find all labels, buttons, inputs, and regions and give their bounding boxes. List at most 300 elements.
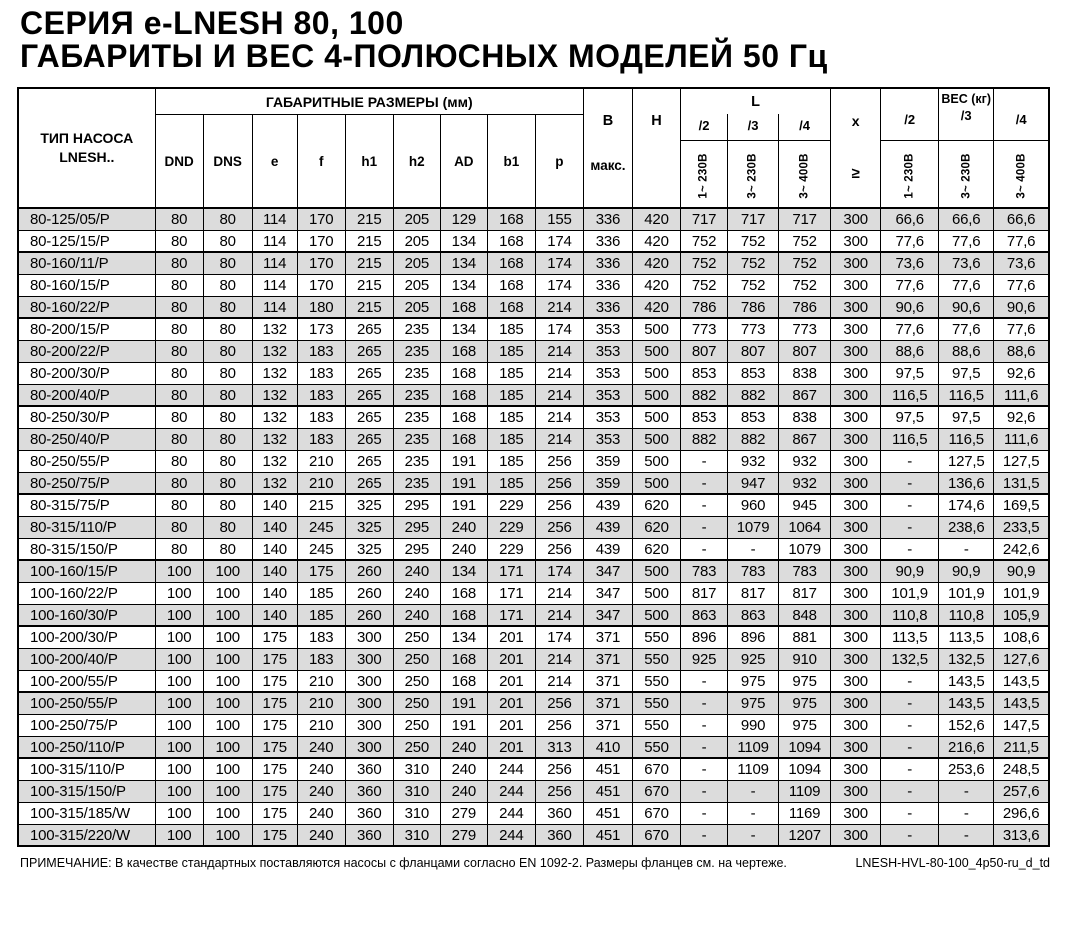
value-cell: 265 <box>345 428 393 450</box>
value-cell: 168 <box>440 362 487 384</box>
value-cell: 185 <box>297 582 345 604</box>
value-cell: 175 <box>252 780 297 802</box>
value-cell: 101,9 <box>994 582 1049 604</box>
value-cell: - <box>881 670 939 692</box>
value-cell: 77,6 <box>939 318 994 340</box>
value-cell: 92,6 <box>994 362 1049 384</box>
value-cell: 80 <box>203 406 252 428</box>
value-cell: 257,6 <box>994 780 1049 802</box>
value-cell: - <box>881 494 939 516</box>
value-cell: 229 <box>487 494 535 516</box>
value-cell: 300 <box>831 516 881 538</box>
value-cell: - <box>681 692 728 714</box>
value-cell: - <box>681 714 728 736</box>
value-cell: 240 <box>440 516 487 538</box>
value-cell: 80 <box>155 318 203 340</box>
pump-type-cell: 100-200/30/P <box>18 626 155 648</box>
value-cell: 310 <box>393 780 440 802</box>
value-cell: 420 <box>632 208 680 230</box>
value-cell: 245 <box>297 516 345 538</box>
value-cell: 752 <box>681 252 728 274</box>
value-cell: 310 <box>393 824 440 846</box>
value-cell: 300 <box>831 428 881 450</box>
value-cell: 174,6 <box>939 494 994 516</box>
pump-type-cell: 100-160/22/P <box>18 582 155 604</box>
value-cell: 214 <box>535 296 583 318</box>
value-cell: 300 <box>345 714 393 736</box>
value-cell: 932 <box>779 472 831 494</box>
value-cell: 300 <box>831 318 881 340</box>
header-col-f: f <box>297 114 345 208</box>
table-row <box>18 758 1049 780</box>
value-cell: 1064 <box>779 516 831 538</box>
value-cell: 336 <box>583 274 632 296</box>
value-cell: 168 <box>440 670 487 692</box>
value-cell: 185 <box>487 318 535 340</box>
value-cell: 1109 <box>779 780 831 802</box>
value-cell: 175 <box>252 692 297 714</box>
pump-type-cell: 80-250/75/P <box>18 472 155 494</box>
value-cell: 244 <box>487 758 535 780</box>
value-cell: 910 <box>779 648 831 670</box>
value-cell: 670 <box>632 824 680 846</box>
value-cell: 100 <box>155 714 203 736</box>
table-row <box>18 736 1049 758</box>
value-cell: 100 <box>203 626 252 648</box>
value-cell: 140 <box>252 604 297 626</box>
value-cell: 143,5 <box>939 692 994 714</box>
value-cell: 77,6 <box>881 274 939 296</box>
pump-type-cell: 100-315/150/P <box>18 780 155 802</box>
value-cell: 817 <box>728 582 779 604</box>
pump-type-cell: 100-200/55/P <box>18 670 155 692</box>
value-cell: 100 <box>203 736 252 758</box>
value-cell: 80 <box>155 296 203 318</box>
value-cell: 256 <box>535 780 583 802</box>
value-cell: 853 <box>681 406 728 428</box>
value-cell: 173 <box>297 318 345 340</box>
value-cell: 100 <box>155 626 203 648</box>
table-row <box>18 670 1049 692</box>
value-cell: 90,6 <box>994 296 1049 318</box>
value-cell: 240 <box>297 780 345 802</box>
value-cell: 214 <box>535 340 583 362</box>
value-cell: 300 <box>831 362 881 384</box>
value-cell: 325 <box>345 494 393 516</box>
table-row <box>18 340 1049 362</box>
value-cell: 183 <box>297 626 345 648</box>
value-cell: 66,6 <box>939 208 994 230</box>
value-cell: 214 <box>535 670 583 692</box>
value-cell: 451 <box>583 780 632 802</box>
value-cell: - <box>728 824 779 846</box>
value-cell: - <box>881 692 939 714</box>
table-body <box>18 208 1049 846</box>
value-cell: 371 <box>583 692 632 714</box>
value-cell: 817 <box>681 582 728 604</box>
value-cell: 233,5 <box>994 516 1049 538</box>
value-cell: 168 <box>440 406 487 428</box>
value-cell: 300 <box>831 296 881 318</box>
value-cell: 111,6 <box>994 428 1049 450</box>
table-row <box>18 582 1049 604</box>
value-cell: 132 <box>252 384 297 406</box>
value-cell: 80 <box>155 230 203 252</box>
value-cell: 205 <box>393 274 440 296</box>
value-cell: 168 <box>487 208 535 230</box>
value-cell: - <box>939 802 994 824</box>
value-cell: 256 <box>535 494 583 516</box>
value-cell: 360 <box>345 780 393 802</box>
value-cell: 113,5 <box>881 626 939 648</box>
value-cell: 256 <box>535 516 583 538</box>
value-cell: 300 <box>831 208 881 230</box>
value-cell: - <box>681 670 728 692</box>
value-cell: 353 <box>583 362 632 384</box>
value-cell: 191 <box>440 472 487 494</box>
value-cell: 171 <box>487 560 535 582</box>
value-cell: 265 <box>345 362 393 384</box>
header-col-dns: DNS <box>203 114 252 208</box>
value-cell: 300 <box>831 626 881 648</box>
value-cell: 300 <box>831 736 881 758</box>
value-cell: 353 <box>583 318 632 340</box>
value-cell: 100 <box>203 714 252 736</box>
value-cell: 210 <box>297 472 345 494</box>
value-cell: 201 <box>487 648 535 670</box>
value-cell: 550 <box>632 714 680 736</box>
value-cell: 80 <box>155 340 203 362</box>
value-cell: 882 <box>681 384 728 406</box>
value-cell: 175 <box>252 758 297 780</box>
value-cell: 990 <box>728 714 779 736</box>
value-cell: 134 <box>440 274 487 296</box>
value-cell: 240 <box>297 758 345 780</box>
value-cell: 175 <box>252 648 297 670</box>
header-col-b1: b1 <box>487 114 535 208</box>
value-cell: 127,6 <box>994 648 1049 670</box>
value-cell: 867 <box>779 428 831 450</box>
value-cell: 100 <box>203 670 252 692</box>
value-cell: 215 <box>345 230 393 252</box>
value-cell: 786 <box>728 296 779 318</box>
value-cell: 975 <box>728 670 779 692</box>
value-cell: 134 <box>440 252 487 274</box>
value-cell: 300 <box>831 604 881 626</box>
value-cell: 170 <box>297 208 345 230</box>
pump-type-cell: 100-315/110/P <box>18 758 155 780</box>
value-cell: 360 <box>345 758 393 780</box>
table-row <box>18 362 1049 384</box>
value-cell: 300 <box>831 670 881 692</box>
value-cell: 550 <box>632 670 680 692</box>
value-cell: 185 <box>487 472 535 494</box>
value-cell: 300 <box>831 692 881 714</box>
value-cell: 1169 <box>779 802 831 824</box>
value-cell: 132 <box>252 340 297 362</box>
value-cell: 265 <box>345 340 393 362</box>
value-cell: 817 <box>779 582 831 604</box>
value-cell: 500 <box>632 318 680 340</box>
value-cell: 240 <box>440 780 487 802</box>
header-l-sub-4: /4 <box>779 114 831 140</box>
value-cell: 500 <box>632 406 680 428</box>
value-cell: - <box>728 780 779 802</box>
header-weight-voltage-1: 1~ 230В <box>881 140 939 208</box>
value-cell: 100 <box>203 648 252 670</box>
value-cell: 300 <box>345 648 393 670</box>
value-cell: 752 <box>779 252 831 274</box>
value-cell: 500 <box>632 472 680 494</box>
table-row <box>18 472 1049 494</box>
value-cell: 235 <box>393 340 440 362</box>
value-cell: 191 <box>440 450 487 472</box>
table-row <box>18 648 1049 670</box>
header-weight-sub-2: /2 <box>881 88 939 140</box>
value-cell: 295 <box>393 494 440 516</box>
value-cell: - <box>681 494 728 516</box>
value-cell: 100 <box>155 560 203 582</box>
value-cell: 210 <box>297 450 345 472</box>
value-cell: 175 <box>252 626 297 648</box>
value-cell: 100 <box>155 736 203 758</box>
value-cell: 97,5 <box>881 362 939 384</box>
value-cell: 932 <box>779 450 831 472</box>
value-cell: - <box>681 824 728 846</box>
value-cell: 313,6 <box>994 824 1049 846</box>
value-cell: 134 <box>440 626 487 648</box>
table-row <box>18 802 1049 824</box>
value-cell: 256 <box>535 450 583 472</box>
value-cell: 451 <box>583 824 632 846</box>
value-cell: - <box>681 736 728 758</box>
value-cell: 175 <box>252 736 297 758</box>
value-cell: 353 <box>583 406 632 428</box>
value-cell: 256 <box>535 692 583 714</box>
pump-type-cell: 100-200/40/P <box>18 648 155 670</box>
value-cell: 260 <box>345 604 393 626</box>
value-cell: 132 <box>252 318 297 340</box>
value-cell: 100 <box>203 582 252 604</box>
value-cell: 66,6 <box>881 208 939 230</box>
value-cell: 773 <box>681 318 728 340</box>
value-cell: - <box>681 450 728 472</box>
value-cell: 896 <box>728 626 779 648</box>
value-cell: 168 <box>487 230 535 252</box>
pump-type-cell: 100-160/30/P <box>18 604 155 626</box>
value-cell: 80 <box>203 538 252 560</box>
value-cell: 670 <box>632 758 680 780</box>
value-cell: 80 <box>203 318 252 340</box>
value-cell: 838 <box>779 406 831 428</box>
value-cell: 451 <box>583 802 632 824</box>
value-cell: 265 <box>345 450 393 472</box>
value-cell: 265 <box>345 472 393 494</box>
value-cell: 420 <box>632 230 680 252</box>
value-cell: 100 <box>203 692 252 714</box>
value-cell: 300 <box>831 538 881 560</box>
value-cell: 300 <box>831 780 881 802</box>
value-cell: 100 <box>203 780 252 802</box>
value-cell: 867 <box>779 384 831 406</box>
value-cell: 500 <box>632 560 680 582</box>
value-cell: 143,5 <box>939 670 994 692</box>
value-cell: 296,6 <box>994 802 1049 824</box>
value-cell: 242,6 <box>994 538 1049 560</box>
value-cell: 116,5 <box>881 428 939 450</box>
value-cell: 140 <box>252 582 297 604</box>
header-weight-voltage-2: 3~ 230В <box>939 140 994 208</box>
value-cell: 717 <box>681 208 728 230</box>
value-cell: 752 <box>728 252 779 274</box>
value-cell: 90,9 <box>994 560 1049 582</box>
value-cell: 670 <box>632 802 680 824</box>
value-cell: 235 <box>393 472 440 494</box>
pump-type-cell: 80-200/40/P <box>18 384 155 406</box>
value-cell: 80 <box>203 296 252 318</box>
value-cell: 451 <box>583 758 632 780</box>
value-cell: 1109 <box>728 736 779 758</box>
value-cell: 80 <box>203 428 252 450</box>
value-cell: 620 <box>632 494 680 516</box>
value-cell: 353 <box>583 340 632 362</box>
value-cell: 244 <box>487 802 535 824</box>
value-cell: 201 <box>487 670 535 692</box>
value-cell: - <box>881 516 939 538</box>
value-cell: 853 <box>681 362 728 384</box>
value-cell: 147,5 <box>994 714 1049 736</box>
table-row <box>18 230 1049 252</box>
value-cell: 174 <box>535 252 583 274</box>
value-cell: 132 <box>252 428 297 450</box>
value-cell: 300 <box>831 274 881 296</box>
value-cell: 838 <box>779 362 831 384</box>
value-cell: 214 <box>535 384 583 406</box>
value-cell: 73,6 <box>881 252 939 274</box>
value-cell: 1079 <box>779 538 831 560</box>
value-cell: 229 <box>487 516 535 538</box>
header-h: H <box>632 88 680 208</box>
value-cell: 140 <box>252 494 297 516</box>
value-cell: 420 <box>632 296 680 318</box>
value-cell: 210 <box>297 692 345 714</box>
table-row <box>18 428 1049 450</box>
value-cell: 80 <box>155 362 203 384</box>
value-cell: 256 <box>535 538 583 560</box>
value-cell: 1079 <box>728 516 779 538</box>
value-cell: 500 <box>632 450 680 472</box>
value-cell: 347 <box>583 560 632 582</box>
value-cell: 191 <box>440 494 487 516</box>
value-cell: 155 <box>535 208 583 230</box>
value-cell: 80 <box>203 340 252 362</box>
value-cell: 170 <box>297 252 345 274</box>
header-l-group: L <box>681 88 831 114</box>
value-cell: 235 <box>393 362 440 384</box>
value-cell: 975 <box>779 670 831 692</box>
value-cell: 235 <box>393 428 440 450</box>
value-cell: 896 <box>681 626 728 648</box>
value-cell: 132,5 <box>939 648 994 670</box>
value-cell: 80 <box>203 494 252 516</box>
footnote: ПРИМЕЧАНИЕ: В качестве стандартных поставляются насосы с фланцами согласно EN 1092-2. Размеры фланцев см. на чертеже. <box>20 856 787 871</box>
value-cell: - <box>681 802 728 824</box>
value-cell: 717 <box>779 208 831 230</box>
value-cell: 210 <box>297 670 345 692</box>
header-weight-group: ВЕС (кг) /3 <box>939 88 994 140</box>
page-title-line2: ГАБАРИТЫ И ВЕС 4-ПОЛЮСНЫХ МОДЕЛЕЙ 50 Гц <box>20 37 828 74</box>
value-cell: 500 <box>632 428 680 450</box>
value-cell: 116,5 <box>881 384 939 406</box>
table-row <box>18 296 1049 318</box>
header-col-e: e <box>252 114 297 208</box>
value-cell: 500 <box>632 582 680 604</box>
table-row <box>18 384 1049 406</box>
value-cell: 127,5 <box>994 450 1049 472</box>
value-cell: 100 <box>155 648 203 670</box>
value-cell: 168 <box>440 384 487 406</box>
value-cell: 185 <box>487 340 535 362</box>
value-cell: 300 <box>831 494 881 516</box>
value-cell: 313 <box>535 736 583 758</box>
value-cell: 253,6 <box>939 758 994 780</box>
pump-type-cell: 80-200/15/P <box>18 318 155 340</box>
value-cell: 295 <box>393 516 440 538</box>
value-cell: 90,6 <box>881 296 939 318</box>
value-cell: 80 <box>155 450 203 472</box>
value-cell: 175 <box>252 714 297 736</box>
dimensions-weight-table <box>17 87 1050 847</box>
value-cell: 260 <box>345 560 393 582</box>
value-cell: 336 <box>583 230 632 252</box>
value-cell: 77,6 <box>994 318 1049 340</box>
value-cell: 300 <box>831 802 881 824</box>
value-cell: 670 <box>632 780 680 802</box>
value-cell: 260 <box>345 582 393 604</box>
value-cell: 97,5 <box>939 362 994 384</box>
table-row <box>18 494 1049 516</box>
value-cell: 1094 <box>779 758 831 780</box>
value-cell: 620 <box>632 538 680 560</box>
value-cell: 244 <box>487 824 535 846</box>
table-row <box>18 318 1049 340</box>
table-row <box>18 274 1049 296</box>
value-cell: 371 <box>583 648 632 670</box>
value-cell: 945 <box>779 494 831 516</box>
value-cell: 110,8 <box>939 604 994 626</box>
value-cell: 211,5 <box>994 736 1049 758</box>
value-cell: 265 <box>345 406 393 428</box>
value-cell: 300 <box>831 450 881 472</box>
value-cell: - <box>681 758 728 780</box>
value-cell: 360 <box>535 824 583 846</box>
value-cell: 439 <box>583 538 632 560</box>
table-row <box>18 626 1049 648</box>
value-cell: 863 <box>681 604 728 626</box>
value-cell: 174 <box>535 626 583 648</box>
value-cell: 300 <box>345 670 393 692</box>
value-cell: 215 <box>345 208 393 230</box>
value-cell: 114 <box>252 274 297 296</box>
value-cell: 129 <box>440 208 487 230</box>
header-col-dnd: DND <box>155 114 203 208</box>
value-cell: 90,9 <box>881 560 939 582</box>
header-x: x ≥ <box>831 88 881 208</box>
value-cell: 152,6 <box>939 714 994 736</box>
pump-type-cell: 80-250/30/P <box>18 406 155 428</box>
value-cell: - <box>881 758 939 780</box>
value-cell: 174 <box>535 230 583 252</box>
